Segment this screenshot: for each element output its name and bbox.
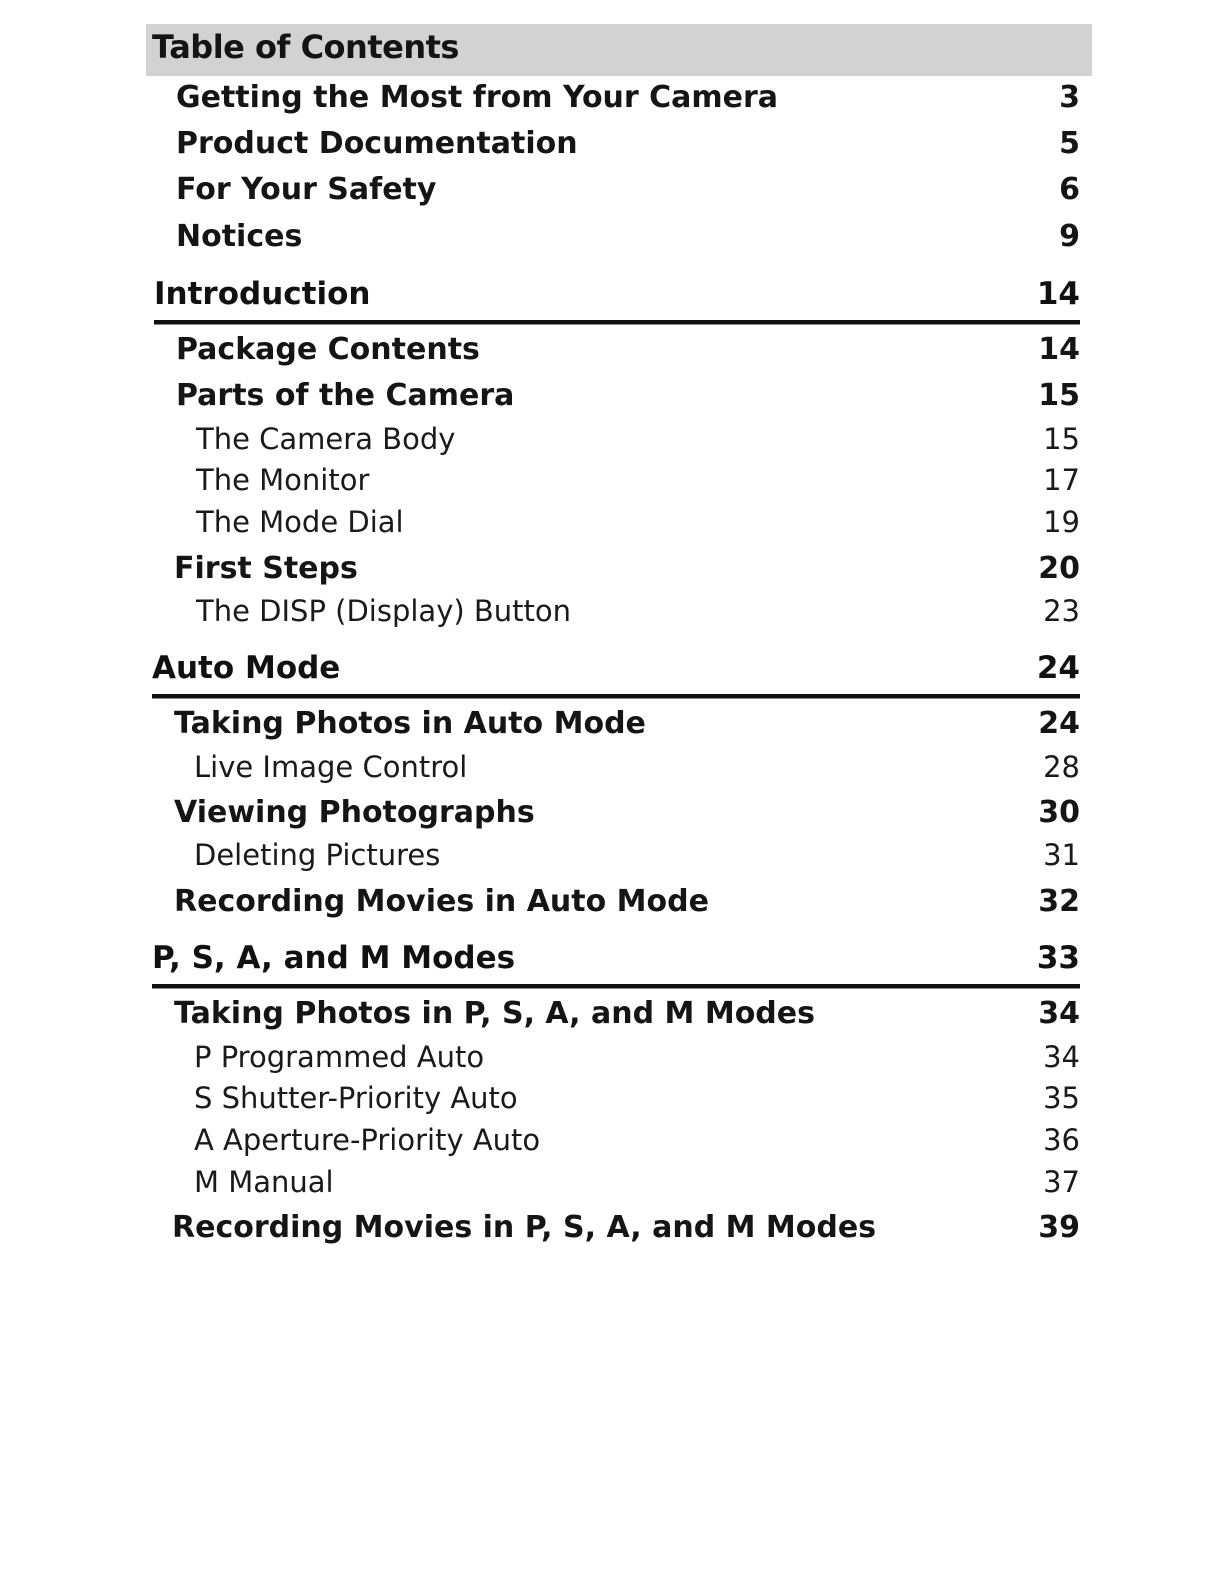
entry-label: Viewing Photographs: [174, 795, 535, 830]
entry-page: 36: [1043, 1123, 1080, 1157]
entry-label: Recording Movies in Auto Mode: [174, 884, 709, 919]
chapter-rule: [154, 320, 1080, 325]
chapter-rule: [152, 984, 1080, 989]
entry-page: 23: [1043, 594, 1080, 628]
entry-page: 34: [1038, 996, 1080, 1031]
entry-label: S Shutter-Priority Auto: [194, 1081, 518, 1115]
toc-entry[interactable]: [174, 884, 1080, 919]
toc-subentry[interactable]: [196, 594, 1080, 628]
entry-page: 34: [1043, 1040, 1080, 1074]
entry-label: A Aperture-Priority Auto: [194, 1123, 541, 1157]
toc-title: Table of Contents: [152, 28, 459, 66]
entry-label: Taking Photos in Auto Mode: [174, 706, 646, 741]
toc-subentry[interactable]: [196, 505, 1080, 539]
toc-subentry[interactable]: [194, 750, 1080, 784]
chapter-title: Auto Mode: [152, 650, 341, 686]
toc-entry[interactable]: [174, 706, 1080, 741]
chapter-rule: [152, 694, 1080, 699]
entry-page: 9: [1059, 219, 1080, 254]
entry-page: 3: [1059, 80, 1080, 115]
entry-page: 24: [1038, 706, 1080, 741]
entry-label: The Camera Body: [196, 422, 456, 456]
entry-page: 35: [1043, 1081, 1080, 1115]
entry-label: The DISP (Display) Button: [196, 594, 572, 628]
entry-label: Package Contents: [176, 332, 480, 367]
toc-subentry[interactable]: [194, 1165, 1080, 1199]
entry-label: For Your Safety: [176, 172, 437, 207]
entry-label: First Steps: [174, 551, 358, 586]
chapter-page: 33: [1036, 940, 1080, 976]
toc-subentry[interactable]: [194, 838, 1080, 872]
entry-page: 5: [1059, 126, 1080, 161]
entry-page: 32: [1038, 884, 1080, 919]
entry-page: 19: [1043, 505, 1080, 539]
chapter-heading-auto-mode[interactable]: [152, 650, 1080, 686]
toc-banner: [146, 24, 1092, 76]
toc-entry[interactable]: [176, 80, 1080, 115]
toc-entry[interactable]: [172, 1210, 1080, 1245]
toc-entry[interactable]: [176, 126, 1080, 161]
entry-label: Getting the Most from Your Camera: [176, 80, 779, 115]
chapter-title: P, S, A, and M Modes: [152, 940, 516, 976]
toc-entry[interactable]: [174, 551, 1080, 586]
chapter-title: Introduction: [154, 276, 371, 312]
entry-page: 39: [1038, 1210, 1080, 1245]
entry-page: 17: [1043, 463, 1080, 497]
entry-label: P Programmed Auto: [194, 1040, 485, 1074]
toc-entry[interactable]: [176, 332, 1080, 367]
toc-entry[interactable]: [174, 795, 1080, 830]
entry-label: Parts of the Camera: [176, 378, 515, 413]
toc-subentry[interactable]: [194, 1081, 1080, 1115]
entry-page: 15: [1038, 378, 1080, 413]
entry-page: 30: [1038, 795, 1080, 830]
chapter-heading-introduction[interactable]: [154, 276, 1080, 312]
entry-label: Taking Photos in P, S, A, and M Modes: [174, 996, 815, 1031]
entry-page: 6: [1059, 172, 1080, 207]
toc-subentry[interactable]: [196, 422, 1080, 456]
chapter-page: 14: [1036, 276, 1080, 312]
entry-label: Notices: [176, 219, 303, 254]
entry-page: 20: [1038, 551, 1080, 586]
entry-label: Recording Movies in P, S, A, and M Modes: [172, 1210, 877, 1245]
toc-entry[interactable]: [174, 996, 1080, 1031]
toc-subentry[interactable]: [194, 1040, 1080, 1074]
entry-label: Deleting Pictures: [194, 838, 441, 872]
toc-entry[interactable]: [176, 172, 1080, 207]
toc-entry[interactable]: [176, 219, 1080, 254]
entry-page: 31: [1043, 838, 1080, 872]
entry-page: 14: [1038, 332, 1080, 367]
entry-label: M Manual: [194, 1165, 334, 1199]
entry-page: 28: [1043, 750, 1080, 784]
entry-label: The Monitor: [196, 463, 370, 497]
toc-entry[interactable]: [176, 378, 1080, 413]
entry-label: Product Documentation: [176, 126, 578, 161]
entry-page: 15: [1043, 422, 1080, 456]
chapter-heading-psam-modes[interactable]: [152, 940, 1080, 976]
chapter-page: 24: [1036, 650, 1080, 686]
toc-subentry[interactable]: [196, 463, 1080, 497]
entry-page: 37: [1043, 1165, 1080, 1199]
toc-subentry[interactable]: [194, 1123, 1080, 1157]
entry-label: The Mode Dial: [196, 505, 404, 539]
entry-label: Live Image Control: [194, 750, 468, 784]
